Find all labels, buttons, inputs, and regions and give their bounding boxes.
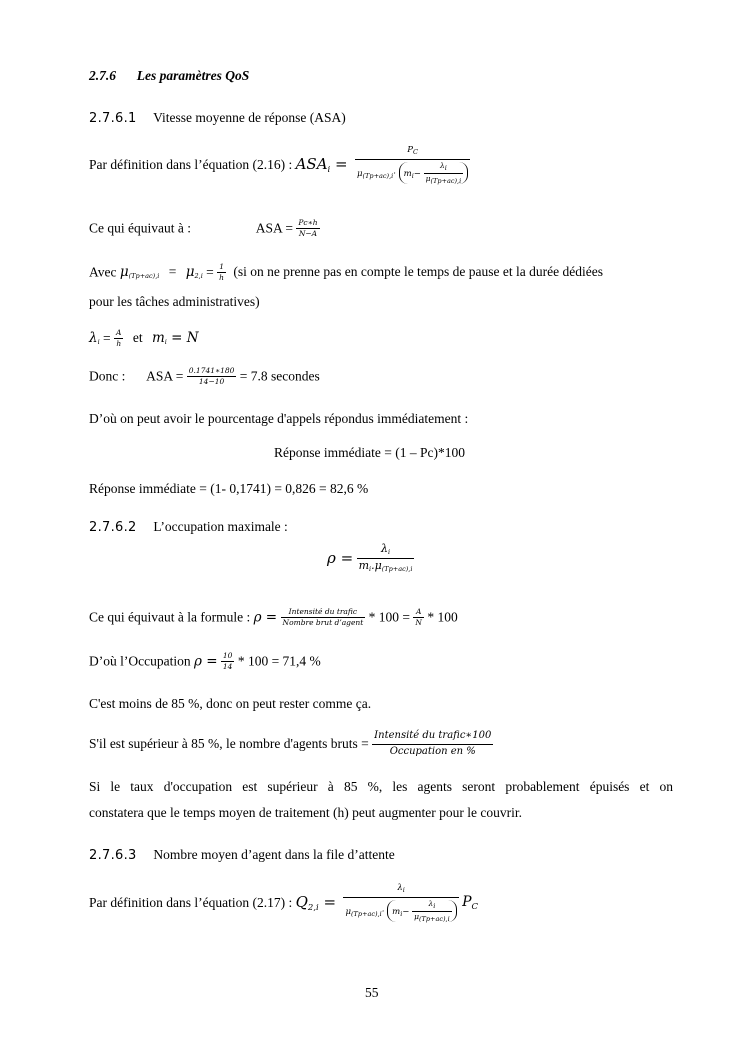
- donc-lhs: ASA =: [146, 368, 184, 384]
- avec-text: Avec: [89, 264, 117, 280]
- occ-dou-rhs: * 100 = 71,4 %: [237, 653, 321, 669]
- donc-rhs: = 7.8 secondes: [239, 368, 320, 384]
- occ-result-line: [89, 652, 321, 671]
- reponse-result: Réponse immédiate = (1- 0,1741) = 0,826 = 82,6 %: [89, 481, 369, 496]
- occ-dou-text: D’où l’Occupation: [89, 653, 191, 669]
- avec-mu2: μ2,i: [185, 264, 203, 281]
- subsection-title: Vitesse moyenne de réponse (ASA): [153, 110, 346, 125]
- subsection-asa-heading: [89, 110, 346, 126]
- donc-line: [89, 367, 320, 386]
- occ-paragraph-line-2: constatera que le temps moyen de traitement (h) peut augmenter pour le couvrir.: [89, 805, 522, 820]
- subsection-number: 2.7.6.3: [89, 848, 137, 863]
- avec-fraction: $\frac{1}{h}$: [219, 262, 224, 282]
- asa-equiv-fraction: $\frac{Pc∗h}{N-A}$: [298, 218, 318, 238]
- subsection-queue-heading: [89, 847, 395, 863]
- occ-equiv-mid: * 100 =: [368, 609, 411, 625]
- subsection-number: 2.7.6.1: [89, 111, 137, 126]
- dou-text: D’où on peut avoir le pourcentage d'appels répondus immédiatement :: [89, 411, 469, 426]
- section-heading: [89, 68, 249, 84]
- lambda-lhs: λi: [89, 330, 100, 347]
- donc-fraction: $\frac{0.1741∗180}{14-10}$: [188, 366, 235, 386]
- occ-paragraph-line-1: Si le taux d'occupation est supérieur à 85 %, les agents seront probablement épuisés et on: [89, 779, 673, 794]
- occ-sup-line: [89, 731, 493, 757]
- occ-equiv-fraction-2: $\frac{A}{N}$: [415, 607, 422, 627]
- queue-definition-line: [89, 884, 478, 922]
- asa-equiv-lhs: ASA =: [255, 220, 293, 236]
- subsection-title: Nombre moyen d’agent dans la file d’attente: [153, 847, 395, 862]
- occ-moins-text: C'est moins de 85 %, donc on peut rester comme ça.: [89, 696, 372, 711]
- occ-dou-fraction: $\frac{10}{14}$: [222, 651, 233, 671]
- page-number: 55: [365, 985, 379, 1000]
- avec-eq2: =: [206, 264, 214, 280]
- occ-sup-text: S'il est supérieur à 85 %, le nombre d'agents bruts =: [89, 736, 369, 751]
- avec-line-2: pour les tâches administratives): [89, 294, 260, 309]
- lambda-eq: =: [103, 330, 111, 346]
- asa-lhs: $ASA_i$ =: [295, 155, 348, 176]
- lambda-line: [89, 329, 199, 348]
- asa-equiv-text: Ce qui équivaut à :: [89, 220, 191, 236]
- asa-fraction: $P_C$ $\mu_{(Tp+ac),i}\cdot m_i-$ $\frac{\lambda i}{\mu(Tp+ac),i}$: [355, 146, 470, 184]
- occ-equiv-rho: ρ =: [253, 609, 278, 626]
- lambda-fraction: $\frac{A}{h}$: [116, 328, 122, 348]
- avec-mu: μ(Tp+ac),i: [119, 264, 160, 281]
- queue-tail: $P_C$: [462, 894, 478, 913]
- occ-sup-fraction: $\frac{\text{Intensité du trafic∗100}}{\text{Occupation en \%}}$: [374, 730, 492, 757]
- subsection-number: 2.7.6.2: [89, 520, 137, 535]
- asa-def-text: Par définition dans l’équation (2.16) :: [89, 157, 293, 173]
- lambda-m: mi = N: [151, 330, 199, 347]
- section-title: Les paramètres QoS: [136, 68, 250, 83]
- queue-lhs: $Q_{2,i}$ =: [295, 893, 337, 914]
- asa-definition-line: [89, 146, 470, 184]
- occ-dou-rho: ρ =: [193, 653, 218, 670]
- avec-rest: (si on ne prenne pas en compte le temps de pause et la durée dédiées: [233, 264, 603, 280]
- rho-fraction: $\frac{\lambda i}{mi.\mu(Tp+ac),i}$: [358, 542, 413, 573]
- subsection-occupation-heading: [89, 519, 288, 535]
- lambda-et: et: [132, 330, 143, 346]
- occ-equiv-text: Ce qui équivaut à la formule :: [89, 609, 251, 625]
- occ-equiv-fraction: $\frac{\text{Intensité du trafic}}{\text{Nombre brut d’agent}}$: [282, 607, 364, 627]
- rho-lhs: ρ =: [327, 548, 354, 567]
- occ-equiv-end: * 100: [427, 609, 458, 625]
- subsection-title: L’occupation maximale :: [153, 519, 288, 534]
- donc-text: Donc :: [89, 368, 126, 384]
- reponse-formula: Réponse immédiate = (1 – Pc)*100: [274, 445, 465, 460]
- avec-line: [89, 263, 603, 282]
- occ-equivalent-line: [89, 608, 458, 627]
- rho-definition: [327, 543, 414, 573]
- asa-equivalent-line: [89, 219, 320, 238]
- avec-eq1: =: [168, 264, 177, 280]
- section-number: 2.7.6: [89, 68, 116, 83]
- queue-def-text: Par définition dans l’équation (2.17) :: [89, 895, 293, 911]
- queue-fraction: $\lambda_i$ $\mu_{(Tp+ac),i}\cdot m_i-$ $\frac{\lambda i}{\mu(Tp+ac),i}$: [343, 884, 458, 922]
